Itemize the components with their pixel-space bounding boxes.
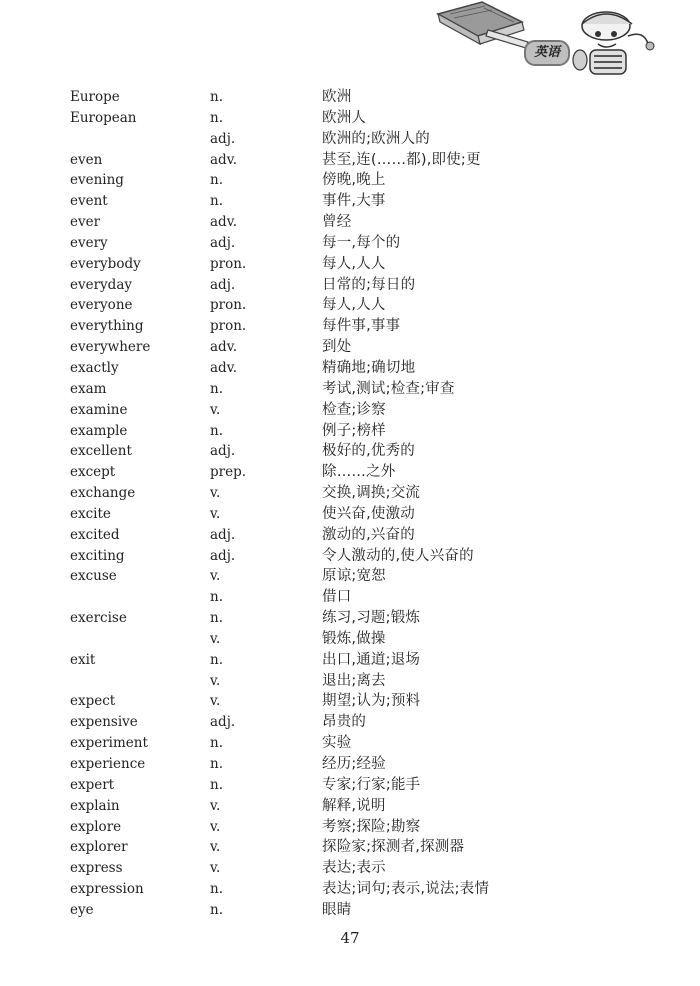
entry-chinese-meaning: 解释,说明 bbox=[322, 797, 386, 814]
entry-word: excited bbox=[70, 526, 120, 543]
entry-word: everything bbox=[70, 318, 144, 335]
vocab-entry-row bbox=[70, 691, 630, 712]
vocab-entry-row bbox=[70, 733, 630, 754]
entry-chinese-meaning: 每件事,事事 bbox=[322, 318, 401, 335]
entry-part-of-speech: adj. bbox=[210, 234, 236, 251]
entry-word: except bbox=[70, 464, 116, 481]
entry-word: experience bbox=[70, 756, 146, 772]
entry-chinese-meaning: 例子;榜样 bbox=[322, 422, 386, 439]
entry-word: example bbox=[70, 422, 128, 439]
vocab-entry-row bbox=[70, 87, 630, 108]
vocab-entry-row bbox=[70, 400, 630, 421]
vocab-entry-row bbox=[70, 546, 630, 567]
vocab-entry-row bbox=[70, 254, 630, 275]
vocab-entry-row bbox=[70, 212, 630, 233]
subject-badge: 英语 bbox=[524, 40, 570, 66]
entry-chinese-meaning: 检查;诊察 bbox=[322, 401, 386, 418]
vocab-entry-row bbox=[70, 629, 630, 650]
entry-chinese-meaning: 实验 bbox=[322, 735, 352, 752]
entry-chinese-meaning: 原谅;宽恕 bbox=[322, 568, 386, 585]
entry-chinese-meaning: 甚至,连(……都),即使;更 bbox=[322, 151, 481, 168]
entry-word: even bbox=[70, 151, 103, 168]
vocab-entry-row bbox=[70, 525, 630, 546]
vocab-entry-row bbox=[70, 316, 630, 337]
entry-part-of-speech: n. bbox=[210, 380, 223, 397]
vocab-entry-row bbox=[70, 275, 630, 296]
entry-word: excellent bbox=[70, 443, 132, 460]
entry-word: exit bbox=[70, 651, 96, 668]
vocab-entry-row bbox=[70, 796, 630, 817]
entry-part-of-speech: adv. bbox=[210, 339, 238, 356]
entry-chinese-meaning: 欧洲人 bbox=[322, 109, 367, 126]
entry-chinese-meaning: 锻炼,做操 bbox=[322, 630, 386, 647]
vocab-entry-row bbox=[70, 379, 630, 400]
vocab-entry-row bbox=[70, 337, 630, 358]
entry-part-of-speech: n. bbox=[210, 589, 223, 606]
entry-part-of-speech: v. bbox=[210, 630, 221, 647]
entry-chinese-meaning: 考试,测试;检查;审查 bbox=[322, 380, 455, 397]
vocab-entry-row bbox=[70, 858, 630, 879]
entry-part-of-speech: n. bbox=[210, 881, 223, 898]
vocab-entry-row bbox=[70, 837, 630, 858]
entry-word: excuse bbox=[70, 568, 117, 585]
entry-word: experiment bbox=[70, 735, 148, 752]
entry-word: Europe bbox=[70, 89, 120, 105]
vocab-entry-row bbox=[70, 441, 630, 462]
entry-part-of-speech: v. bbox=[210, 485, 221, 502]
entry-chinese-meaning: 表达;表示 bbox=[322, 860, 386, 877]
entry-chinese-meaning: 事件,大事 bbox=[322, 193, 386, 210]
entry-word: evening bbox=[70, 172, 124, 189]
entry-part-of-speech: pron. bbox=[210, 255, 247, 272]
entry-chinese-meaning: 探险家;探测者,探测器 bbox=[322, 839, 465, 856]
entry-part-of-speech: n. bbox=[210, 172, 223, 189]
entry-word: expression bbox=[70, 881, 144, 898]
entry-part-of-speech: v. bbox=[210, 797, 221, 814]
entry-chinese-meaning: 欧洲的;欧洲人的 bbox=[322, 130, 430, 147]
entry-part-of-speech: adj. bbox=[210, 443, 236, 460]
entry-word: excite bbox=[70, 505, 111, 522]
entry-chinese-meaning: 出口,通道;退场 bbox=[322, 651, 421, 668]
vocab-entry-row bbox=[70, 233, 630, 254]
vocab-entry-row bbox=[70, 295, 630, 316]
entry-chinese-meaning: 精确地;确切地 bbox=[322, 359, 416, 376]
entry-word: everywhere bbox=[70, 339, 151, 356]
entry-chinese-meaning: 表达;词句;表示,说法;表情 bbox=[322, 881, 490, 898]
vocab-entry-row bbox=[70, 191, 630, 212]
vocab-entry-row bbox=[70, 421, 630, 442]
entry-chinese-meaning: 极好的,优秀的 bbox=[322, 443, 416, 460]
entry-part-of-speech: n. bbox=[210, 89, 223, 105]
entry-word: exercise bbox=[70, 610, 127, 627]
vocab-entry-row bbox=[70, 129, 630, 150]
page-number: 47 bbox=[340, 929, 360, 947]
vocab-entry-row bbox=[70, 817, 630, 838]
entry-word: ever bbox=[70, 214, 101, 231]
entry-part-of-speech: adj. bbox=[210, 547, 236, 564]
cartoon-mascot-icon bbox=[573, 12, 654, 74]
entry-word: exchange bbox=[70, 485, 136, 502]
entry-part-of-speech: n. bbox=[210, 610, 223, 627]
entry-part-of-speech: adv. bbox=[210, 151, 238, 168]
vocab-entry-row bbox=[70, 608, 630, 629]
entry-chinese-meaning: 曾经 bbox=[322, 214, 352, 231]
vocab-entry-row bbox=[70, 462, 630, 483]
entry-chinese-meaning: 令人激动的,使人兴奋的 bbox=[322, 547, 474, 564]
entry-part-of-speech: n. bbox=[210, 109, 223, 126]
vocab-entry-row bbox=[70, 483, 630, 504]
entry-chinese-meaning: 激动的,兴奋的 bbox=[322, 526, 416, 543]
entry-word: explain bbox=[70, 797, 120, 814]
entry-part-of-speech: v. bbox=[210, 693, 221, 710]
vocab-entry-row bbox=[70, 671, 630, 692]
entry-word: exactly bbox=[70, 359, 119, 376]
entry-chinese-meaning: 交换,调换;交流 bbox=[322, 485, 421, 502]
entry-word: expert bbox=[70, 776, 115, 793]
vocab-entry-row bbox=[70, 712, 630, 733]
entry-word: everybody bbox=[70, 255, 141, 272]
entry-word: every bbox=[70, 234, 108, 251]
entry-word: express bbox=[70, 860, 123, 877]
entry-chinese-meaning: 专家;行家;能手 bbox=[322, 776, 421, 793]
entry-chinese-meaning: 使兴奋,使激动 bbox=[322, 505, 416, 522]
entry-word: everyone bbox=[70, 297, 133, 314]
entry-chinese-meaning: 欧洲 bbox=[322, 89, 352, 105]
entry-word: explore bbox=[70, 818, 122, 835]
vocabulary-list bbox=[70, 87, 630, 921]
vocab-entry-row bbox=[70, 754, 630, 775]
entry-chinese-meaning: 考察;探险;勘察 bbox=[322, 818, 421, 835]
header-decoration bbox=[430, 0, 700, 80]
entry-part-of-speech: n. bbox=[210, 422, 223, 439]
entry-part-of-speech: prep. bbox=[210, 464, 247, 481]
entry-word: everyday bbox=[70, 276, 133, 293]
entry-part-of-speech: adv. bbox=[210, 359, 238, 376]
entry-part-of-speech: n. bbox=[210, 756, 223, 772]
vocab-entry-row bbox=[70, 504, 630, 525]
entry-chinese-meaning: 借口 bbox=[322, 589, 352, 606]
entry-word: European bbox=[70, 109, 137, 126]
entry-word: exciting bbox=[70, 547, 125, 564]
entry-part-of-speech: pron. bbox=[210, 297, 247, 314]
entry-part-of-speech: v. bbox=[210, 839, 221, 856]
vocab-entry-row bbox=[70, 775, 630, 796]
entry-part-of-speech: adj. bbox=[210, 714, 236, 731]
entry-part-of-speech: n. bbox=[210, 776, 223, 793]
entry-chinese-meaning: 期望;认为;预料 bbox=[322, 693, 421, 710]
entry-chinese-meaning: 眼睛 bbox=[322, 901, 352, 918]
entry-chinese-meaning: 练习,习题;锻炼 bbox=[322, 610, 421, 627]
entry-part-of-speech: v. bbox=[210, 568, 221, 585]
entry-word: examine bbox=[70, 401, 128, 418]
entry-word: explorer bbox=[70, 839, 128, 856]
entry-part-of-speech: v. bbox=[210, 860, 221, 877]
book-mascot-illustration bbox=[430, 0, 700, 80]
entry-chinese-meaning: 每人,人人 bbox=[322, 255, 386, 272]
entry-word: expensive bbox=[70, 714, 138, 731]
vocab-entry-row bbox=[70, 587, 630, 608]
entry-part-of-speech: adj. bbox=[210, 276, 236, 293]
entry-chinese-meaning: 退出;离去 bbox=[322, 672, 386, 689]
entry-chinese-meaning: 昂贵的 bbox=[322, 714, 367, 731]
entry-word: expect bbox=[70, 693, 116, 710]
entry-part-of-speech: v. bbox=[210, 818, 221, 835]
vocab-entry-row bbox=[70, 566, 630, 587]
entry-part-of-speech: v. bbox=[210, 401, 221, 418]
entry-chinese-meaning: 日常的;每日的 bbox=[322, 276, 416, 293]
entry-part-of-speech: adv. bbox=[210, 214, 238, 231]
vocab-entry-row bbox=[70, 900, 630, 921]
vocab-entry-row bbox=[70, 879, 630, 900]
entry-part-of-speech: v. bbox=[210, 505, 221, 522]
vocab-entry-row bbox=[70, 170, 630, 191]
entry-part-of-speech: v. bbox=[210, 672, 221, 689]
entry-part-of-speech: n. bbox=[210, 193, 223, 210]
entry-chinese-meaning: 到处 bbox=[322, 339, 352, 356]
entry-part-of-speech: pron. bbox=[210, 318, 247, 335]
entry-part-of-speech: adj. bbox=[210, 130, 236, 147]
vocab-entry-row bbox=[70, 650, 630, 671]
vocab-entry-row bbox=[70, 358, 630, 379]
entry-chinese-meaning: 傍晚,晚上 bbox=[322, 172, 386, 189]
entry-chinese-meaning: 每人,人人 bbox=[322, 297, 386, 314]
entry-word: eye bbox=[70, 901, 94, 918]
entry-part-of-speech: adj. bbox=[210, 526, 236, 543]
vocab-entry-row bbox=[70, 150, 630, 171]
entry-chinese-meaning: 经历;经验 bbox=[322, 756, 386, 772]
entry-chinese-meaning: 每一,每个的 bbox=[322, 234, 401, 251]
vocab-entry-row bbox=[70, 108, 630, 129]
entry-part-of-speech: n. bbox=[210, 651, 223, 668]
entry-part-of-speech: n. bbox=[210, 735, 223, 752]
entry-word: exam bbox=[70, 380, 107, 397]
entry-chinese-meaning: 除……之外 bbox=[322, 464, 396, 481]
entry-part-of-speech: n. bbox=[210, 901, 223, 918]
entry-word: event bbox=[70, 193, 108, 210]
